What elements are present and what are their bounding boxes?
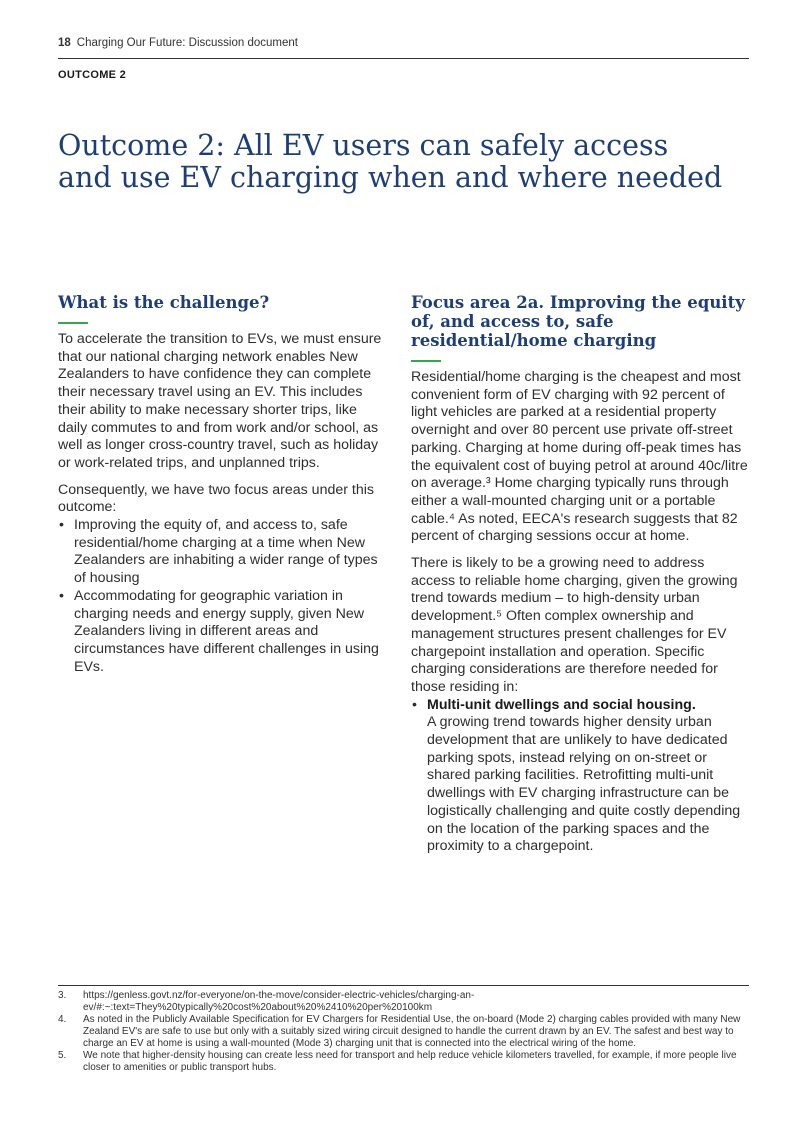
footnote-number: 3. <box>58 990 67 1001</box>
footnotes <box>58 990 750 1074</box>
paragraph: Consequently, we have two focus areas under this outcome: <box>58 481 374 516</box>
paragraph: Residential/home charging is the cheapest and most convenient form of EV charging with 92 percent of light vehicles are parked at a residential property overnight and over 80 percent use private off-street parking. Charging at home during off-peak times has the equivalent cost of buying petrol at around 40c/litre on average.³ Home charging typically runs through either a wall-mounted charging unit or a portable cable.⁴ As noted, EECA's research suggests that 82 percent of charging sessions occur at home. <box>411 369 748 545</box>
page-title-line-1: Outcome 2: All EV users can safely access <box>58 129 669 162</box>
footnote-text: https://genless.govt.nz/for-everyone/on-the-move/consider-electric-vehicles/charging-an-ev/#:~:text=They%20typically%20cost%20about%20%2410%20per%20100km <box>83 990 475 1013</box>
footnote-text: As noted in the Publicly Available Specification for EV Chargers for Residential Use, the on-board (Mode 2) charging cables provided with many New Zealand EV's are safe to use but only with a suitably sized wiring circuit designed to handle the current drawn by an EV. The safest and best way to charge an EV at home is using a wall-mounted (Mode 3) charging unit that is connected into the electrical wiring of the home. <box>83 1014 741 1049</box>
list-item: • Accommodating for geographic variation in charging needs and energy supply, given New Zealanders living in different areas and circumstances have different challenges in using EVs. <box>58 588 388 677</box>
footnote-number: 5. <box>58 1050 67 1061</box>
challenge-heading: What is the challenge? <box>58 293 270 312</box>
list-item-text: A growing trend towards higher density urban development that are unlikely to have dedicated parking spots, instead relying on on-street or shared parking facilities. Retrofitting multi-unit dwellings with EV charging infrastructure can be logistically challenging and quite costly depending on the location of the parking spaces and the proximity to a chargepoint. <box>427 714 741 855</box>
paragraph: To accelerate the transition to EVs, we must ensure that our national charging network enables New Zealanders to have confidence they can complete their necessary travel using an EV. This includes their ability to make necessary shorter trips, like daily commutes to and from work and/or school, as well as longer cross-country travel, such as holiday or work-related trips, and unplanned trips. <box>58 331 382 471</box>
running-header <box>58 37 749 49</box>
considerations-list <box>411 697 751 856</box>
paragraph: There is likely to be a growing need to address access to reliable home charging, given the growing trend towards medium – to high-density urban development.⁵ Often complex ownership and management structures present challenges for EV chargepoint installation and operation. Specific charging considerations are therefore needed for those residing in: <box>411 555 738 695</box>
left-column <box>58 293 388 676</box>
footnote <box>58 1050 750 1074</box>
list-item <box>411 697 751 856</box>
heading-accent-rule <box>58 322 88 324</box>
list-item: • Improving the equity of, and access to, safe residential/home charging at a time when New Zealanders are inhabiting a wider range of types of housing <box>58 517 388 588</box>
section-label: OUTCOME 2 <box>58 69 127 81</box>
footnote <box>58 1014 750 1050</box>
page-title-line-2: and use EV charging when and where needed <box>58 161 723 194</box>
document-title: Charging Our Future: Discussion document <box>76 37 298 49</box>
focus-areas-list <box>58 517 388 676</box>
header-divider <box>58 58 749 59</box>
focus-area-heading: Focus area 2a. Improving the equity of, and access to, safe residential/home charging <box>411 293 745 350</box>
page-title <box>58 130 758 194</box>
heading-accent-rule <box>411 360 441 362</box>
footnote <box>58 990 750 1014</box>
right-column <box>411 293 751 856</box>
page-number: 18 <box>58 37 71 49</box>
list-item-title: Multi-unit dwellings and social housing. <box>427 696 696 713</box>
footnote-number: 4. <box>58 1014 67 1025</box>
footnote-divider <box>58 985 749 986</box>
footnote-text: We note that higher-density housing can create less need for transport and help reduce vehicle kilometers travelled, for example, if more people live closer to amenities or public transport hubs. <box>83 1050 737 1073</box>
